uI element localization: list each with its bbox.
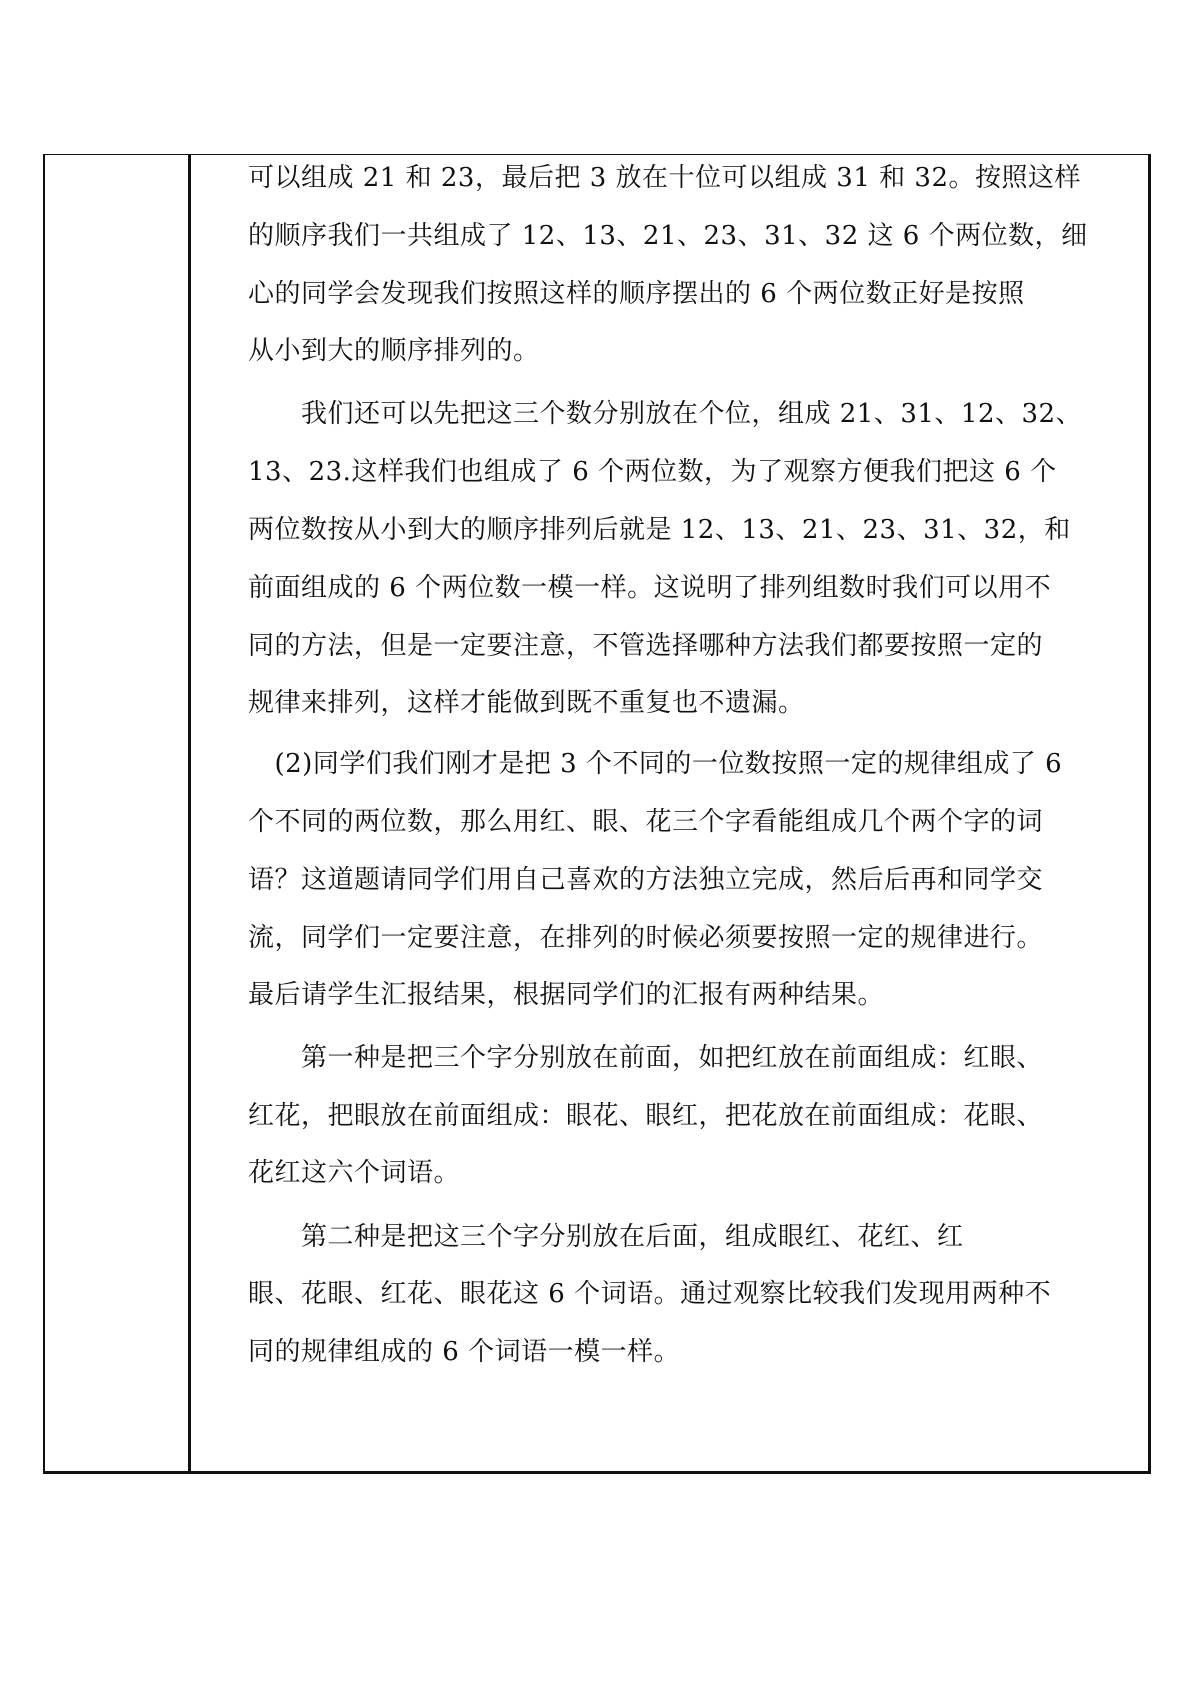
lesson-table bbox=[43, 154, 1151, 1474]
text-line: 规律来排列，这样才能做到既不重复也不遗漏。 bbox=[248, 688, 805, 718]
text-line: 个不同的两位数，那么用红、眼、花三个字看能组成几个两个字的词 bbox=[248, 807, 1044, 837]
text-line: 红花，把眼放在前面组成：眼花、眼红，把花放在前面组成：花眼、 bbox=[248, 1101, 1044, 1131]
text-line: 同的规律组成的 6 个词语一模一样。 bbox=[248, 1337, 681, 1367]
text-line: 心的同学会发现我们按照这样的顺序摆出的 6 个两位数正好是按照 bbox=[248, 279, 1025, 309]
text-line: 最后请学生汇报结果，根据同学们的汇报有两种结果。 bbox=[248, 980, 885, 1010]
text-line: 两位数按从小到大的顺序排列后就是 12、13、21、23、31、32，和 bbox=[248, 515, 1071, 545]
text-line: 花红这六个词语。 bbox=[248, 1158, 461, 1188]
text-line: 的顺序我们一共组成了 12、13、21、23、31、32 这 6 个两位数，细 bbox=[248, 221, 1088, 251]
text-line: 第一种是把三个字分别放在前面，如把红放在前面组成：红眼、 bbox=[248, 1043, 1044, 1073]
table-left-column-cell bbox=[43, 154, 191, 1474]
text-line: 前面组成的 6 个两位数一模一样。这说明了排列组数时我们可以用不 bbox=[248, 573, 1052, 603]
text-line: 从小到大的顺序排列的。 bbox=[248, 336, 540, 366]
text-line: 眼、花眼、红花、眼花这 6 个词语。通过观察比较我们发现用两种不 bbox=[248, 1279, 1052, 1309]
text-line: 第二种是把这三个字分别放在后面，组成眼红、花红、红 bbox=[248, 1222, 964, 1252]
text-line: 13、23.这样我们也组成了 6 个两位数，为了观察方便我们把这 6 个 bbox=[248, 457, 1057, 487]
text-line: 同的方法，但是一定要注意，不管选择哪种方法我们都要按照一定的 bbox=[248, 631, 1044, 661]
text-line: 可以组成 21 和 23，最后把 3 放在十位可以组成 31 和 32。按照这样 bbox=[248, 163, 1081, 193]
text-line: 语？这道题请同学们用自己喜欢的方法独立完成，然后后再和同学交 bbox=[248, 865, 1044, 895]
text-line: 流，同学们一定要注意，在排列的时候必须要按照一定的规律进行。 bbox=[248, 923, 1044, 953]
table-content-cell bbox=[191, 154, 1151, 1474]
text-line: 我们还可以先把这三个数分别放在个位，组成 21、31、12、32、 bbox=[248, 399, 1083, 429]
text-line: (2)同学们我们刚才是把 3 个不同的一位数按照一定的规律组成了 6 bbox=[248, 749, 1063, 779]
